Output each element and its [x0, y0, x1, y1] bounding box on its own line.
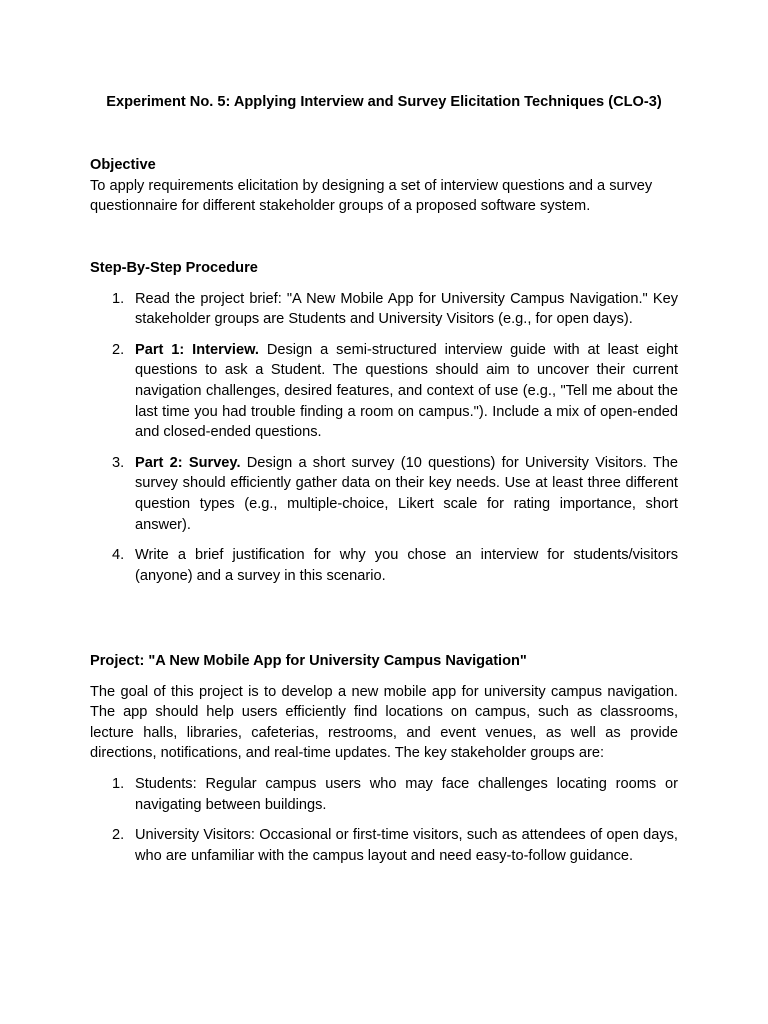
procedure-step: [90, 545, 678, 586]
objective-section: [90, 155, 678, 217]
step-number: 2.: [112, 341, 125, 358]
step-text: Read the project brief: "A New Mobile App for University Campus Navigation." Key stakeholder groups are Students and University Visitors (e.g., for open days).: [135, 290, 678, 328]
project-intro: The goal of this project is to develop a new mobile app for university campus navigation. The app should help users efficiently find locations on campus, such as classrooms, lecture halls, libraries, cafeterias, restrooms, and event venues, as well as provide directions, notifications, and real-time updates. The key stakeholder groups are:: [90, 683, 678, 762]
step-text: Write a brief justification for why you chose an interview for students/visitors (anyone) and a survey in this scenario.: [135, 547, 678, 584]
procedure-step: [90, 289, 678, 330]
stakeholder-group: [90, 825, 678, 866]
procedure-heading: Step-By-Step Procedure: [90, 260, 258, 276]
group-text: Students: Regular campus users who may face challenges locating rooms or navigating between buildings.: [135, 775, 678, 813]
page-title: Experiment No. 5: Applying Interview and Survey Elicitation Techniques (CLO-3): [106, 94, 662, 110]
procedure-step: [90, 340, 678, 443]
step-bold-label: Part 1: Interview.: [135, 341, 259, 358]
stakeholder-group: [90, 774, 678, 815]
step-number: 3.: [112, 454, 125, 471]
objective-heading: Objective: [90, 157, 156, 173]
group-number: 1.: [112, 775, 125, 792]
objective-text: To apply requirements elicitation by designing a set of interview questions and a survey questionnaire for different stakeholder groups of a proposed software system.: [90, 177, 653, 215]
step-number: 4.: [112, 547, 125, 564]
stakeholder-groups: [90, 774, 678, 866]
step-text: Design a semi-structured interview guide with at least eight questions to ask a Student. The questions should aim to uncover their current navigation challenges, desired features, and context of use (e.g., "Tell me about the last time you had trouble finding a room on campus."). Include a mix of open-ended and closed-ended questions.: [135, 341, 678, 441]
step-number: 1.: [112, 290, 125, 307]
project-heading: Project: "A New Mobile App for University Campus Navigation": [90, 653, 527, 669]
procedure-section: [90, 258, 678, 586]
step-bold-label: Part 2: Survey.: [135, 454, 241, 471]
step-text: Design a short survey (10 questions) for University Visitors. The survey should efficiently gather data on their key needs. Use at least three different question types (e.g., multiple-choice, Likert scale for rating importance, short answer).: [135, 454, 678, 533]
procedure-steps: [90, 289, 678, 587]
procedure-step: [90, 453, 678, 535]
group-text: University Visitors: Occasional or first-time visitors, such as attendees of open days, who are unfamiliar with the campus layout and need easy-to-follow guidance.: [135, 827, 678, 864]
project-section: [90, 651, 678, 866]
group-number: 2.: [112, 827, 125, 844]
